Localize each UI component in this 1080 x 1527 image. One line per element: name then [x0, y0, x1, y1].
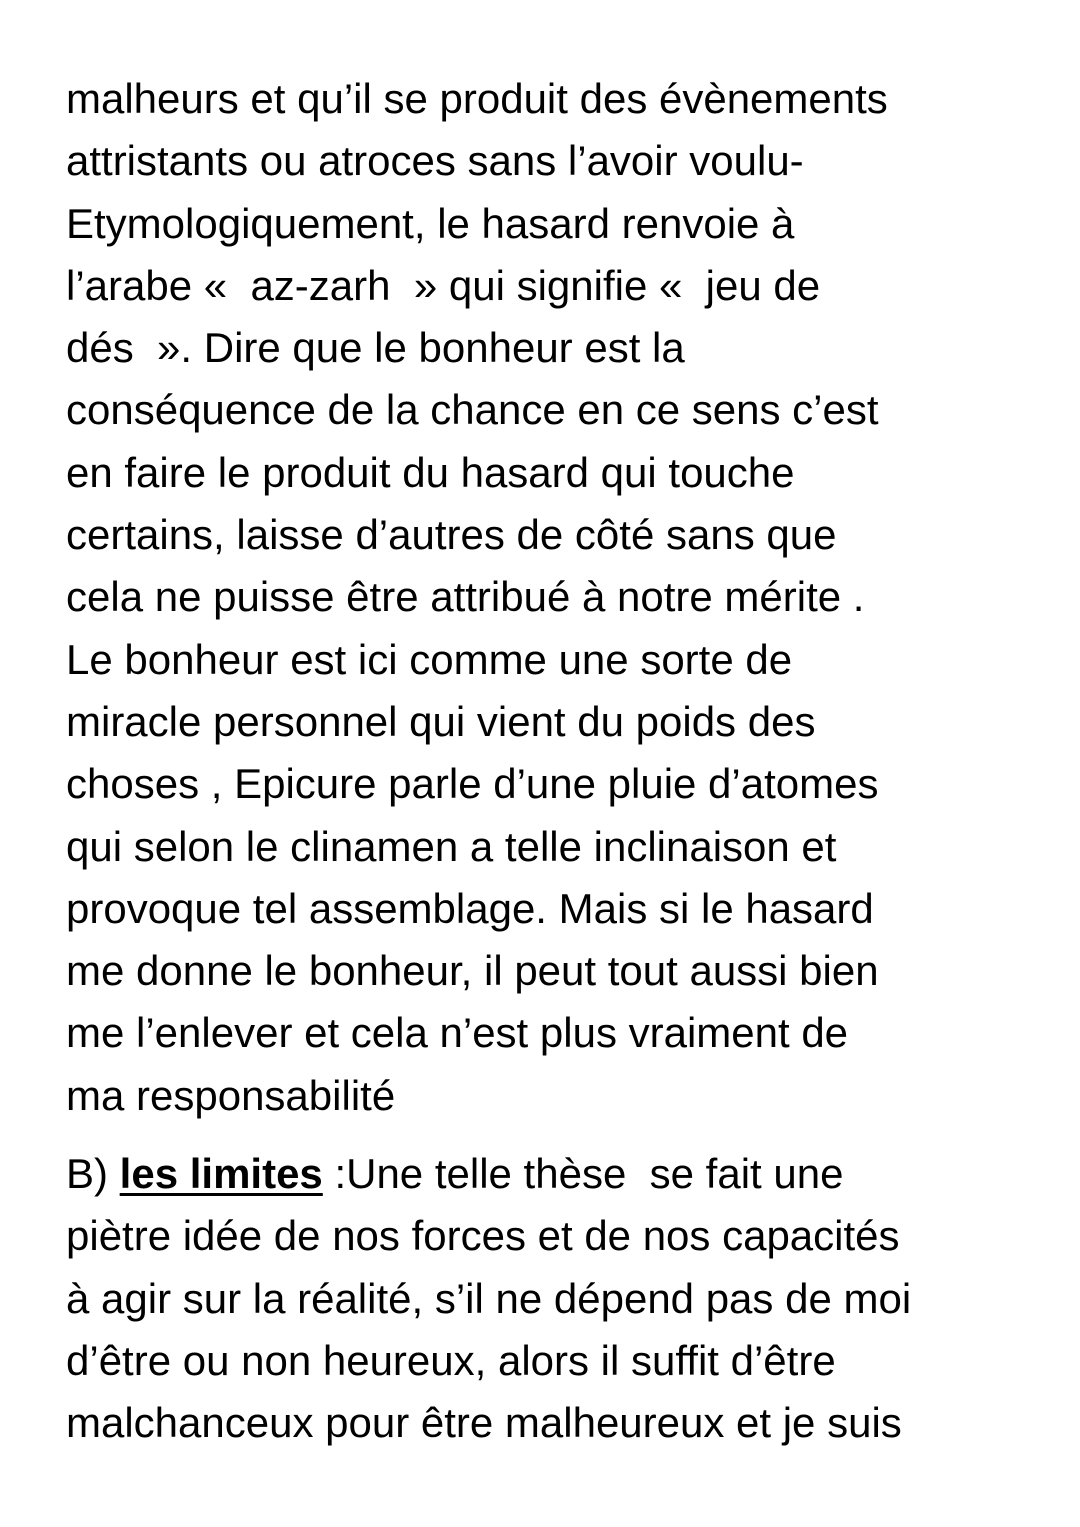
text-line: me l’enlever et cela n’est plus vraiment de	[66, 1009, 849, 1057]
text-line: certains, laisse d’autres de côté sans que	[66, 511, 837, 559]
text-line: malchanceux pour être malheureux et je suis	[66, 1399, 902, 1447]
text-line: Etymologiquement, le hasard renvoie à	[66, 199, 795, 247]
text-line: ma responsabilité	[66, 1071, 396, 1119]
text-line: à agir sur la réalité, s’il ne dépend pas de moi	[66, 1274, 912, 1322]
text-line: miracle personnel qui vient du poids des	[66, 697, 816, 745]
text-line: conséquence de la chance en ce sens c’est	[66, 386, 879, 434]
text-line: piètre idée de nos forces et de nos capacités	[66, 1212, 900, 1260]
section-heading: les limites	[119, 1150, 323, 1198]
paragraph-limites	[66, 1143, 1056, 1454]
text-line: l’arabe « az-zarh » qui signifie « jeu de	[66, 261, 821, 309]
text-line: d’être ou non heureux, alors il suffit d’être	[66, 1336, 836, 1384]
text-line: cela ne puisse être attribué à notre mérite .	[66, 573, 865, 621]
text-line	[66, 1143, 1056, 1205]
text-line: me donne le bonheur, il peut tout aussi bien	[66, 947, 879, 995]
document-page	[66, 68, 1056, 1455]
section-prefix: B)	[66, 1150, 120, 1198]
text-line: dés ». Dire que le bonheur est la	[66, 324, 685, 372]
text-line: qui selon le clinamen a telle inclinaison et	[66, 822, 837, 870]
text-line: attristants ou atroces sans l’avoir voulu-	[66, 137, 804, 185]
text-line: choses , Epicure parle d’une pluie d’atomes	[66, 760, 879, 808]
text-line: malheurs et qu’il se produit des évènements	[66, 75, 888, 122]
text-line: Le bonheur est ici comme une sorte de	[66, 635, 793, 683]
text-fragment: :Une telle thèse se fait une	[322, 1150, 844, 1198]
text-line: provoque tel assemblage. Mais si le hasard	[66, 884, 874, 932]
text-line: en faire le produit du hasard qui touche	[66, 448, 795, 496]
paragraph-hasard	[66, 68, 1056, 1127]
